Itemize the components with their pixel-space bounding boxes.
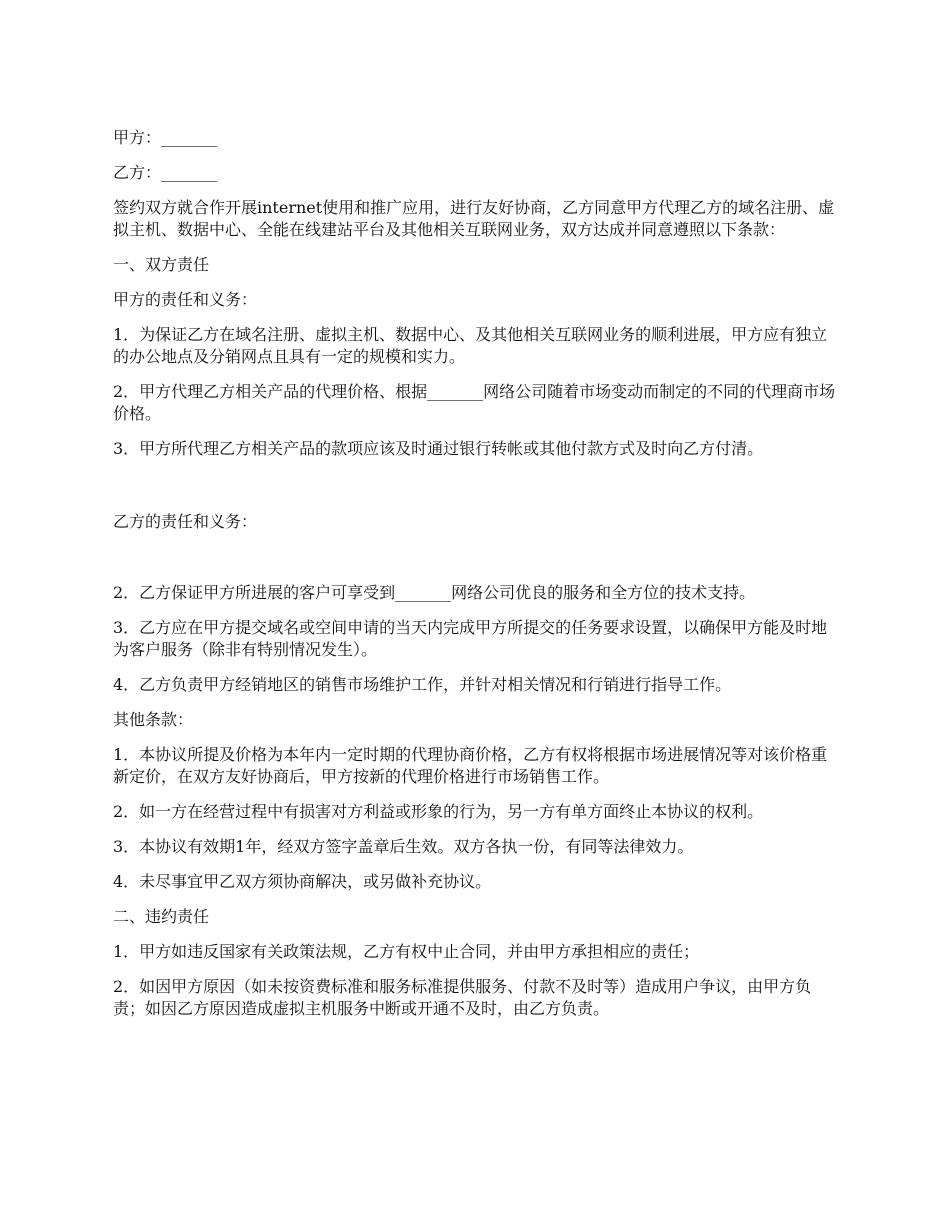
section-heading-mutual-duties: 一、双方责任 xyxy=(113,255,210,274)
party-a-duty-item: 3．甲方所代理乙方相关产品的款项应该及时通过银行转帐或其他付款方式及时向乙方付清。 xyxy=(113,439,764,458)
other-terms-heading: 其他条款： xyxy=(113,710,194,729)
party-b-duties-heading: 乙方的责任和义务： xyxy=(113,512,258,531)
section-heading-breach: 二、违约责任 xyxy=(113,907,210,926)
party-a-duties-heading: 甲方的责任和义务： xyxy=(113,290,258,309)
other-term-item: 1．本协议所提及价格为本年内一定时期的代理协商价格，乙方有权将根据市场进展情况等对该价格重新定价，在双方友好协商后，甲方按新的代理价格进行市场销售工作。 xyxy=(113,745,828,786)
party-a-duty-item: 2．甲方代理乙方相关产品的代理价格、根据_______网络公司随着市场变动而制定的不同的代理商市场价格。 xyxy=(113,382,836,423)
contract-document xyxy=(113,127,838,1033)
blank-spacer xyxy=(113,546,838,582)
other-term-item: 3．本协议有效期1年，经双方签字盖章后生效。双方各执一份，有同等法律效力。 xyxy=(113,837,694,856)
other-term-item: 2．如一方在经营过程中有损害对方利益或形象的行为，另一方有单方面终止本协议的权利。 xyxy=(113,802,764,821)
party-a-duty-item: 1．为保证乙方在域名注册、虚拟主机、数据中心、及其他相关互联网业务的顺利进展，甲方应有独立的办公地点及分销网点且具有一定的规模和实力。 xyxy=(113,325,828,366)
intro-paragraph: 签约双方就合作开展internet使用和推广应用，进行友好协商，乙方同意甲方代理乙方的域名注册、虚拟主机、数据中心、全能在线建站平台及其他相关互联网业务，双方达成并同意遵照以下条款： xyxy=(113,198,835,239)
breach-term-item: 1．甲方如违反国家有关政策法规，乙方有权中止合同，并由甲方承担相应的责任； xyxy=(113,942,700,961)
blank-spacer xyxy=(113,473,838,511)
party-a-line: 甲方：_______ xyxy=(113,128,218,147)
party-b-duty-item: 2．乙方保证甲方所进展的客户可享受到_______网络公司优良的服务和全方位的技术支持。 xyxy=(113,583,756,602)
party-b-line: 乙方：_______ xyxy=(113,163,218,182)
breach-term-item: 2．如因甲方原因（如未按资费标准和服务标准提供服务、付款不及时等）造成用户争议，由甲方负责；如因乙方原因造成虚拟主机服务中断或开通不及时，由乙方负责。 xyxy=(113,977,812,1018)
other-term-item: 4．未尽事宜甲乙双方须协商解决，或另做补充协议。 xyxy=(113,872,492,891)
party-b-duty-item: 4．乙方负责甲方经销地区的销售市场维护工作，并针对相关情况和行销进行指导工作。 xyxy=(113,675,732,694)
party-b-duty-item: 3．乙方应在甲方提交域名或空间申请的当天内完成甲方所提交的任务要求设置，以确保甲方能及时地为客户服务（除非有特别情况发生）。 xyxy=(113,618,828,659)
